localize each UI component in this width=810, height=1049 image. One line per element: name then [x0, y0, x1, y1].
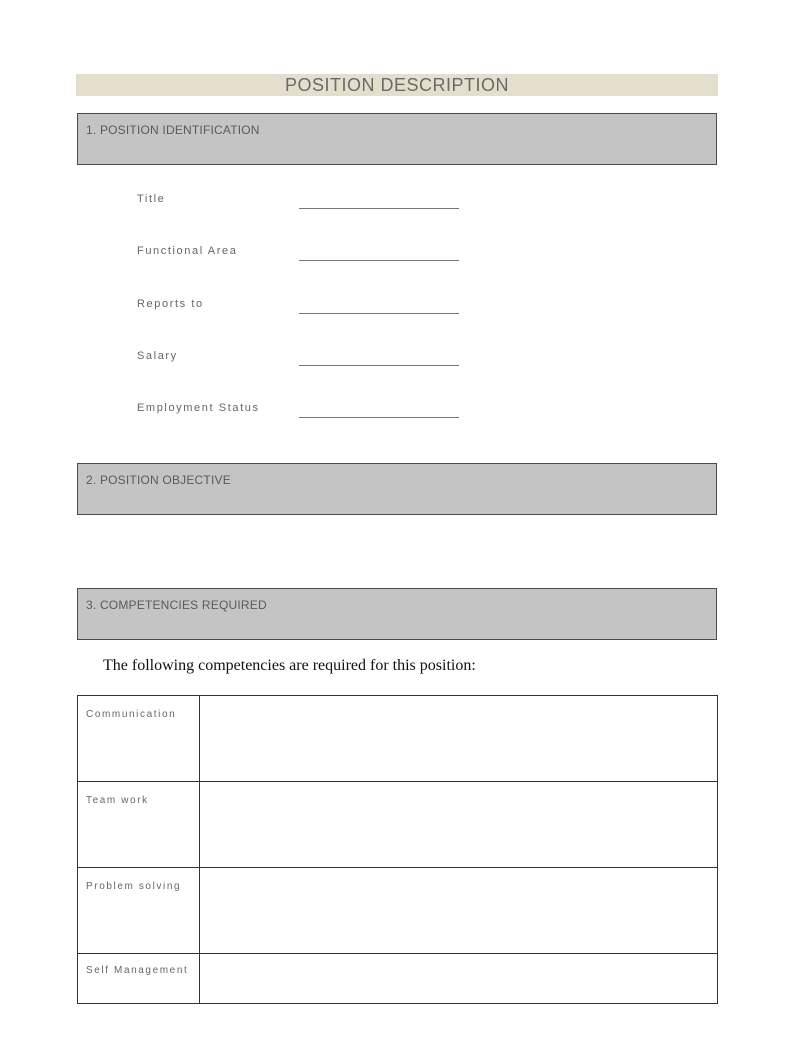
field-label-salary: Salary: [137, 350, 178, 362]
field-label-employment-status: Employment Status: [137, 402, 260, 414]
table-row: [78, 696, 718, 782]
section-header-position-objective: 2. POSITION OBJECTIVE: [77, 463, 717, 515]
section-header-competencies-required: 3. COMPETENCIES REQUIRED: [77, 588, 717, 640]
functional-area-input-line[interactable]: [299, 260, 459, 261]
competency-description-problem-solving[interactable]: [200, 868, 718, 954]
field-label-title: Title: [137, 193, 166, 205]
section-header-position-identification: 1. POSITION IDENTIFICATION: [77, 113, 717, 165]
title-input-line[interactable]: [299, 208, 459, 209]
field-label-reports-to: Reports to: [137, 298, 204, 310]
competency-name-communication: Communication: [78, 696, 200, 782]
field-label-functional-area: Functional Area: [137, 245, 238, 257]
competency-name-team-work: Team work: [78, 782, 200, 868]
competency-description-communication[interactable]: [200, 696, 718, 782]
competency-name-self-management: Self Management: [78, 954, 200, 1004]
table-row: [78, 868, 718, 954]
reports-to-input-line[interactable]: [299, 313, 459, 314]
salary-input-line[interactable]: [299, 365, 459, 366]
document-title: POSITION DESCRIPTION: [76, 74, 718, 96]
competency-name-problem-solving: Problem solving: [78, 868, 200, 954]
competency-description-team-work[interactable]: [200, 782, 718, 868]
competencies-intro-text: The following competencies are required for this position:: [103, 657, 476, 674]
competencies-table: [77, 695, 718, 1004]
employment-status-input-line[interactable]: [299, 417, 459, 418]
table-row: [78, 782, 718, 868]
competency-description-self-management[interactable]: [200, 954, 718, 1004]
table-row: [78, 954, 718, 1004]
